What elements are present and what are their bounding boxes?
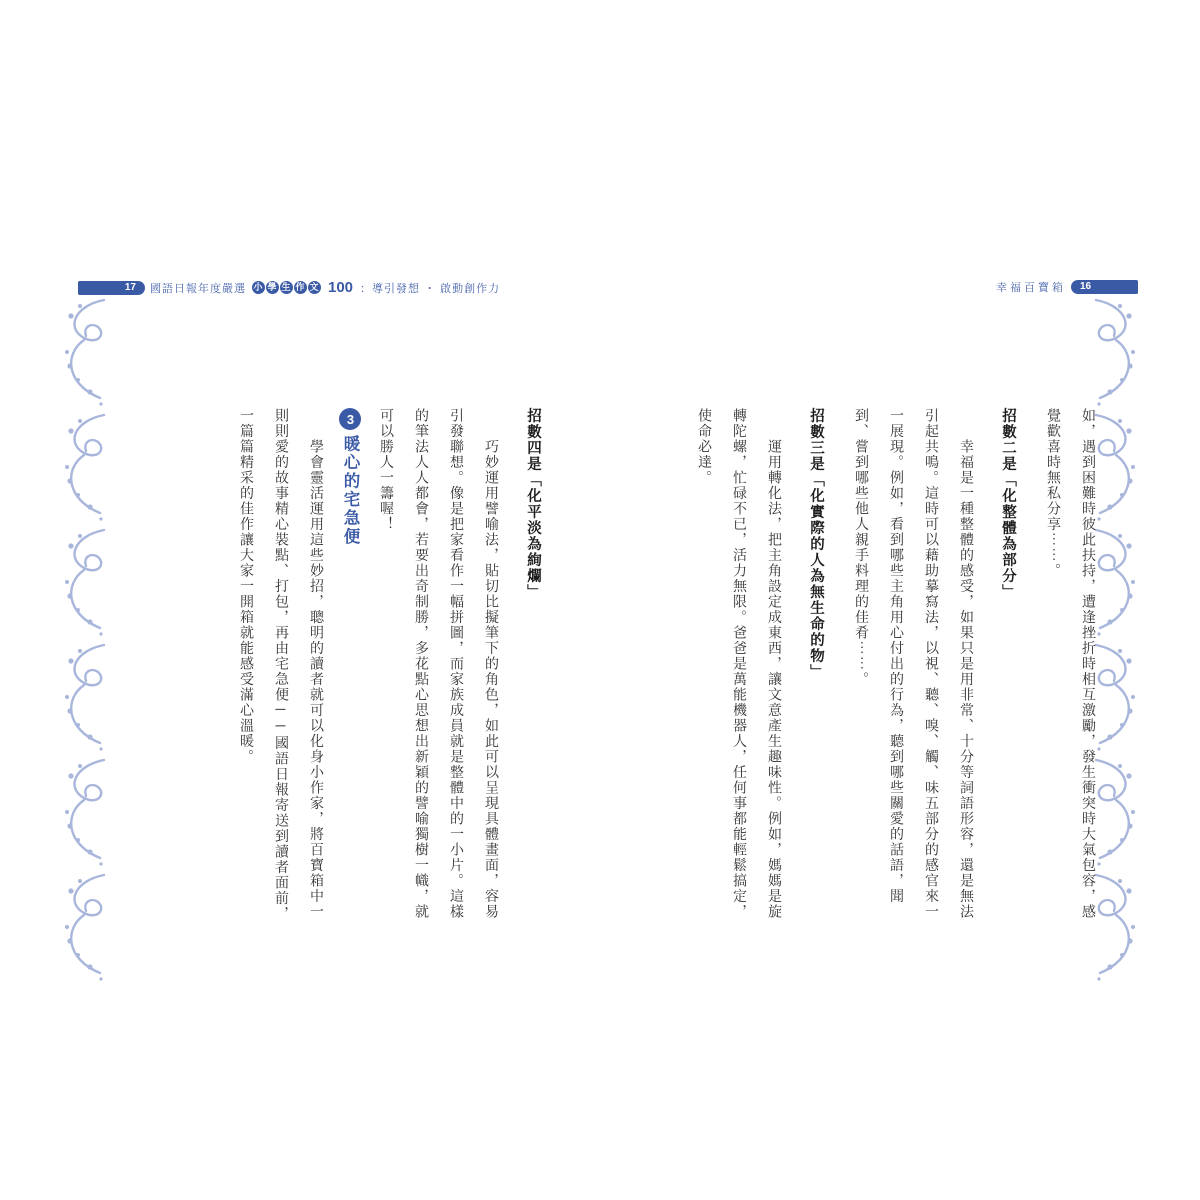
running-head-left: [78, 279, 500, 296]
section-number-badge: 3: [339, 408, 361, 430]
section-title-text: 暖心的宅急便: [341, 435, 360, 546]
page-right-text: [686, 408, 1105, 930]
circled-char: 作: [295, 282, 305, 292]
paragraph: 學會靈活運用這些妙招，聰明的讀者就可以化身小作家，將百寶箱中一則則愛的故事精心裝點、打包，再由宅急便──國語日報寄送到讀者面前，一篇篇精采的佳作讓大家一開箱就能感受滿心溫暖。: [238, 408, 323, 922]
left-border-ornament: [58, 296, 110, 986]
section-heading: 招數四是「化平淡為絢爛」: [525, 408, 541, 600]
chapter-label: 幸福百寶箱: [996, 282, 1066, 294]
section-heading: 招數三是「化實際的人為無生命的物」: [808, 408, 824, 680]
series-title-prefix: 國語日報年度嚴選: [150, 282, 246, 295]
paragraph: 幸福是一種整體的感受，如果只是用非常、十分等詞語形容，還是無法引起共鳴。這時可以藉助摹寫法，以視、聽、嗅、觸、味五部分的感官來一一展現。例如，看到哪些主角用心付出的行為，聽到哪些關愛的話語，聞到、嘗到哪些他人親手料理的佳肴⋯⋯。: [853, 408, 973, 920]
series-number: 100: [328, 279, 354, 296]
series-title-suffix: ：導引發想 ・ 啟動創作力: [360, 282, 501, 295]
circled-char: 學: [267, 282, 277, 292]
paragraph-continued: 如，遇到困難時彼此扶持，遭逢挫折時相互激勵，發生衝突時大氣包容，感覺歡喜時無私分享⋯⋯。: [1045, 408, 1095, 920]
paragraph: 巧妙運用譬喻法，貼切比擬筆下的角色，如此可以呈現具體畫面，容易引發聯想。像是把家看作一幅拼圖，而家族成員就是整體中的一小片。這樣的筆法人人都會，若要出奇制勝，多花點心思想出新穎的譬喻獨樹一幟，就可以勝人一籌喔！: [378, 408, 498, 920]
circled-char: 文: [309, 282, 319, 292]
section-heading: 招數二是「化整體為部分」: [1000, 408, 1016, 600]
circled-char: 小: [253, 282, 263, 292]
page-left-text: [228, 408, 560, 930]
page-number-badge-right: 16: [1071, 280, 1138, 294]
section-title: [333, 408, 368, 930]
series-title-circled-chars: [251, 281, 321, 294]
paragraph: 運用轉化法，把主角設定成東西，讓文意產生趣味性。例如，媽媽是旋轉陀螺，忙碌不已，活力無限。爸爸是萬能機器人，任何事都能輕鬆搞定，使命必達。: [696, 408, 781, 920]
running-head-right: [996, 279, 1138, 295]
page-number-badge-left: 17: [78, 281, 145, 295]
circled-char: 生: [281, 282, 291, 292]
